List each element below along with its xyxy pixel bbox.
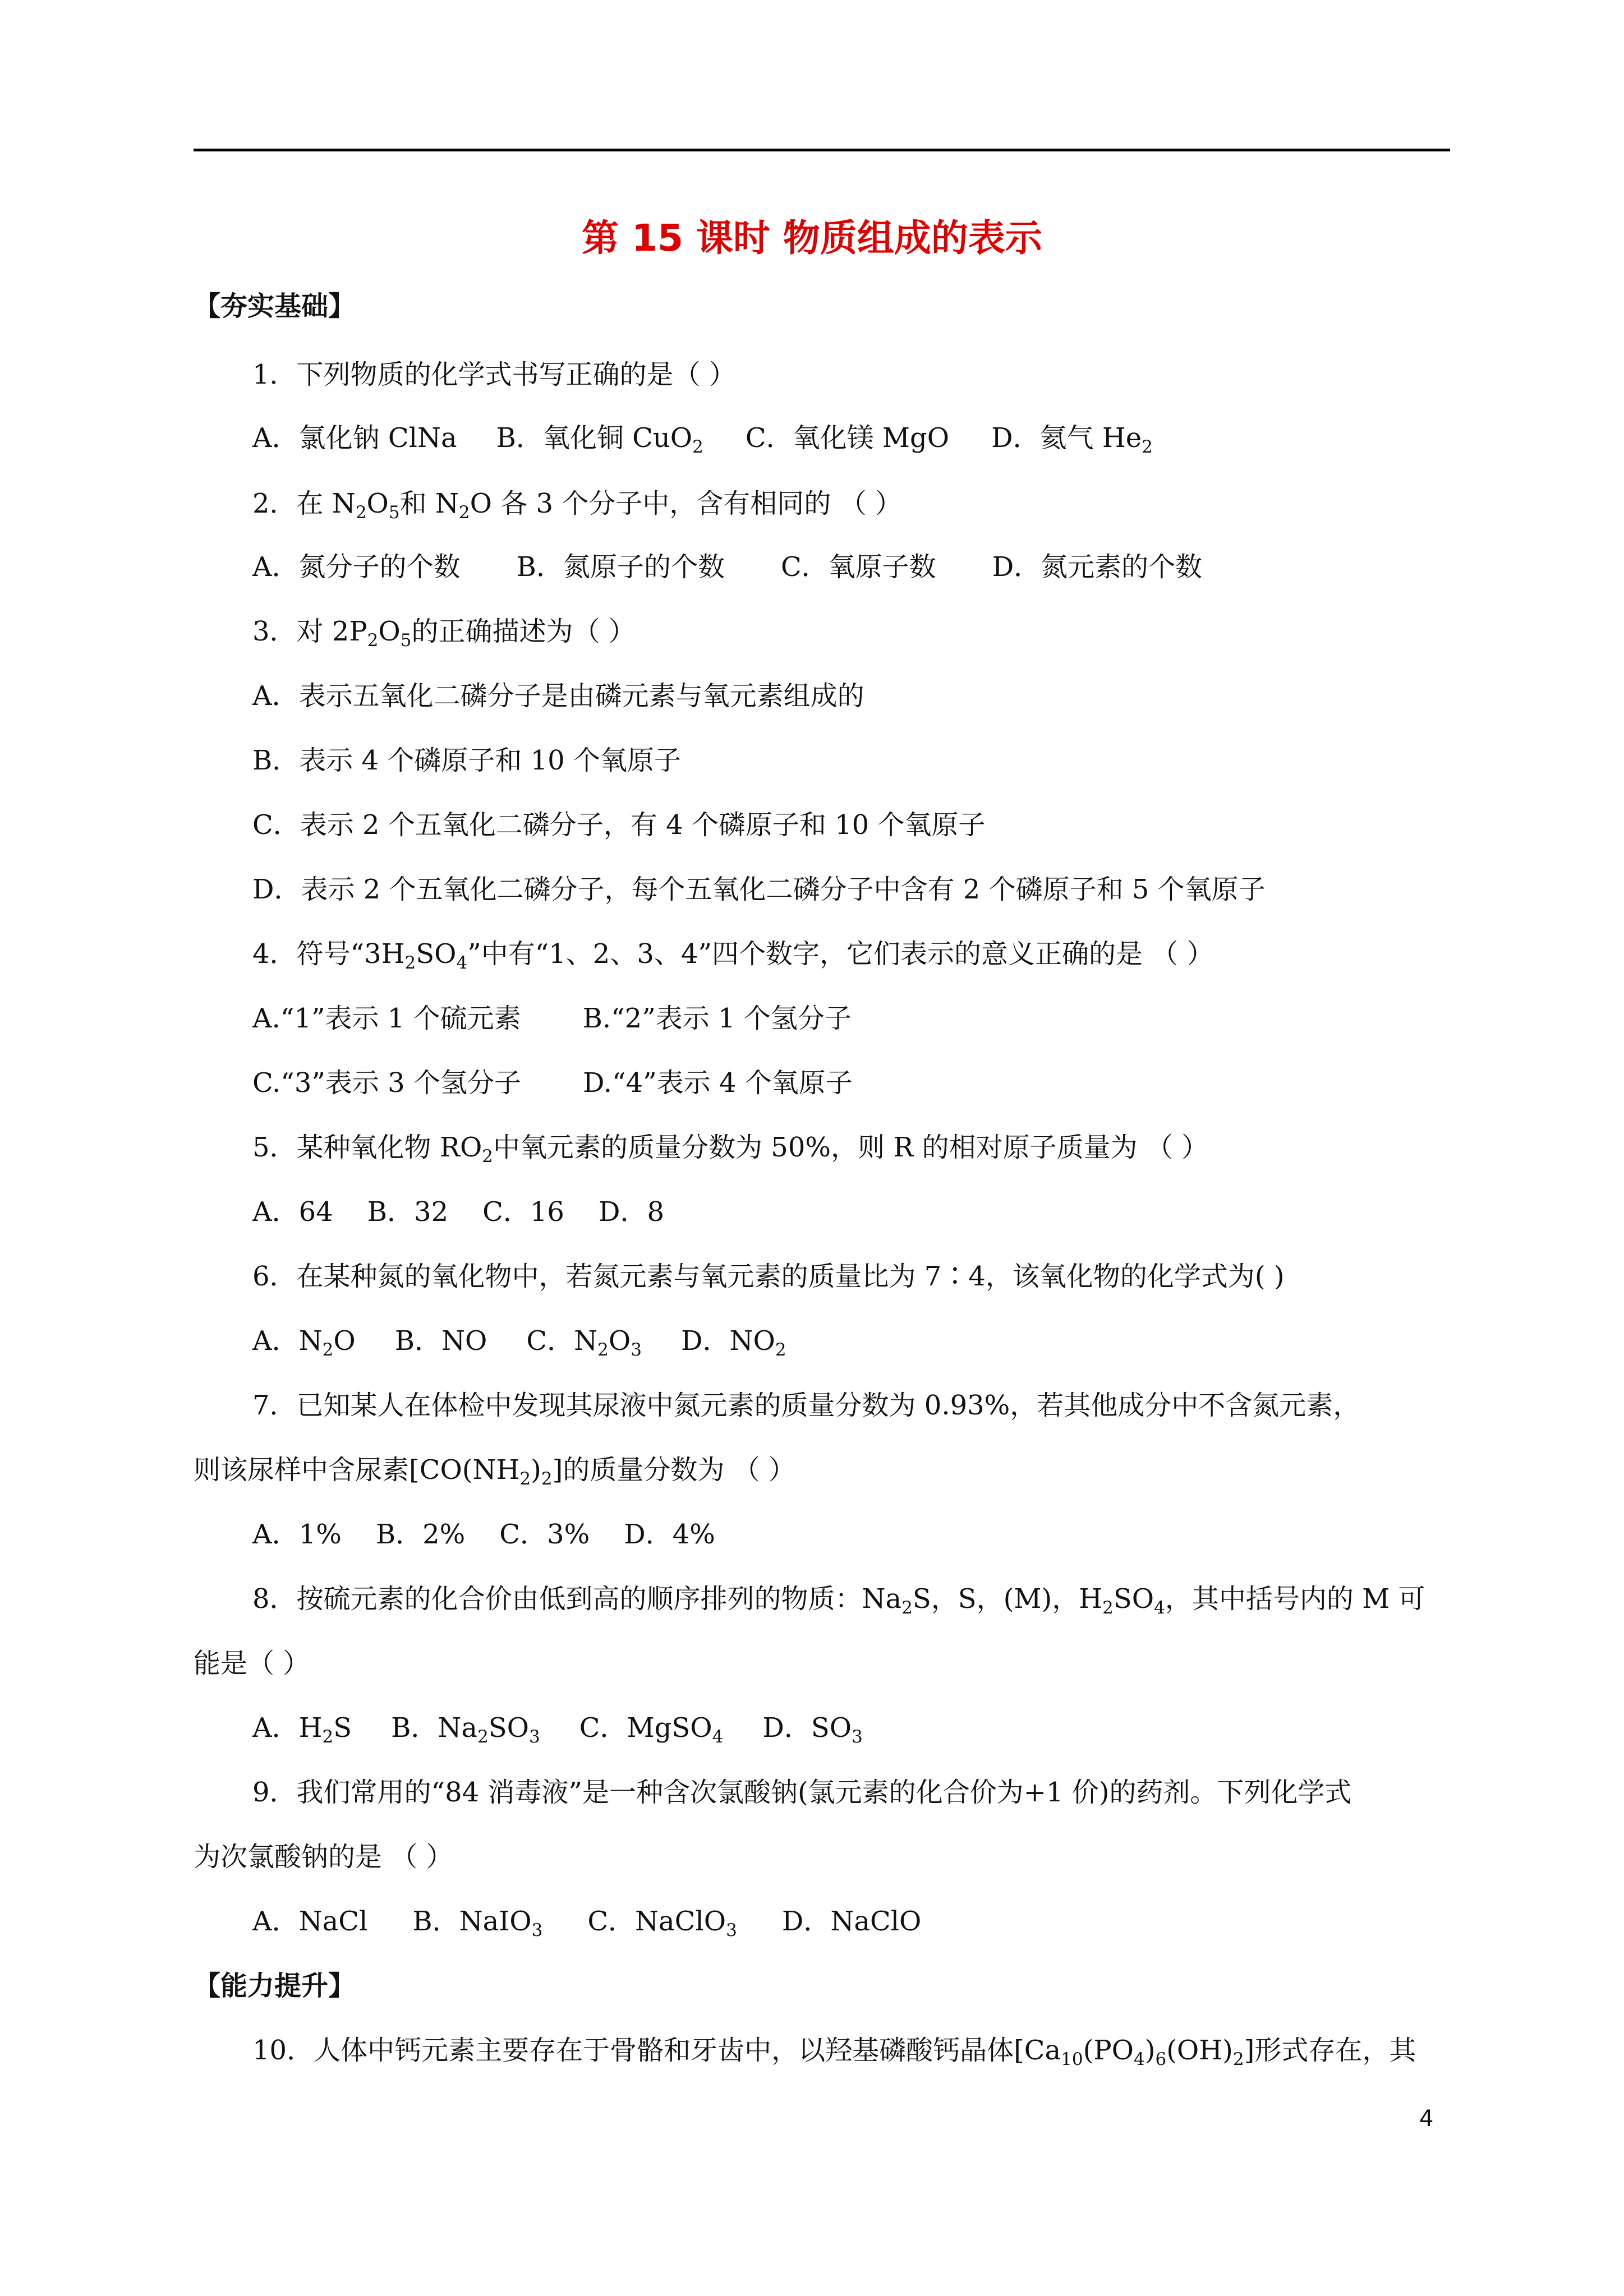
q7-options: A．1% B．2% C．3% D．4%: [252, 1519, 715, 1550]
q9-options: [252, 1901, 921, 1942]
q1-option-a: A．氯化钠 ClNa: [252, 422, 457, 454]
lesson-title: 第 15 课时 物质组成的表示: [582, 216, 1042, 260]
q6-option-c: C．$N_2O_3$: [526, 1325, 642, 1360]
q8-stem-line2: 能是（ ）: [194, 1648, 310, 1679]
q9-option-c: C．NaClO$_3$: [587, 1906, 737, 1940]
q1-options: [252, 418, 1153, 458]
q5-stem: 5．某种氧化物 $RO_2$中氧元素的质量分数为 50%，则 R 的相对原子质量为 （ ）: [252, 1132, 1209, 1167]
q2-stem: 2．在 $N_2O_5$和 $N_2O$ 各 3 个分子中，含有相同的 （ ）: [252, 488, 902, 523]
q8-option-a: A．$H_2S$: [252, 1712, 352, 1747]
q6-option-b: B．NO: [394, 1325, 487, 1357]
section-basic: 【夯实基础】: [194, 291, 356, 322]
q9-option-d: D．NaClO: [781, 1906, 922, 1937]
q9-stem-line2: 为次氯酸钠的是 （ ）: [194, 1841, 453, 1873]
q1-option-c: C．氧化镁 MgO: [745, 422, 950, 454]
q6-option-d: D．$NO_2$: [680, 1325, 786, 1360]
page-number: 4: [1419, 2106, 1434, 2132]
q8-option-c: C．MgSO$_4$: [579, 1712, 724, 1747]
q9-option-b: B．NaIO$_3$: [412, 1906, 543, 1940]
q8-option-b: B．$Na_2SO_3$: [391, 1712, 540, 1747]
q4-options-cd: [252, 1063, 853, 1103]
q5-options: A．64 B．32 C．16 D．8: [252, 1196, 665, 1228]
q2-options: [252, 547, 1202, 587]
q6-options: [252, 1321, 786, 1361]
q4-option-c: C.“3”表示 3 个氢分子: [252, 1067, 521, 1099]
q7-stem-line2: 则该尿样中含尿素$[CO(NH_2)_2]$的质量分数为 （ ）: [194, 1454, 795, 1489]
q4-option-a: A.“1”表示 1 个硫元素: [252, 1003, 521, 1034]
q1-option-b: B．氧化铜 CuO$_2$: [496, 422, 703, 457]
q8-options: [252, 1708, 863, 1748]
q7-stem-line1: 7．已知某人在体检中发现其尿液中氮元素的质量分数为 0.93%，若其他成分中不含氮元素，: [252, 1390, 1360, 1421]
q4-option-b: B.“2”表示 1 个氢分子: [582, 1003, 852, 1034]
q8-option-d: D．$SO_3$: [762, 1712, 863, 1747]
q3-option-d: D．表示 2 个五氧化二磷分子，每个五氧化二磷分子中含有 2 个磷原子和 5 个氧原子: [252, 874, 1266, 905]
q6-option-a: A．$N_2O$: [252, 1325, 356, 1360]
q6-stem: 6．在某种氮的氧化物中，若氮元素与氧元素的质量比为 7∶4，该氧化物的化学式为( ): [252, 1261, 1285, 1292]
header-rule: [194, 149, 1450, 151]
q10-stem: 10．人体中钙元素主要存在于骨骼和牙齿中，以羟基磷酸钙晶体$[Ca_{10}(PO_4)_6(OH)_2]$形式存在，其: [252, 2035, 1416, 2069]
section-advance: 【能力提升】: [194, 1970, 356, 2002]
q2-option-d: D．氮元素的个数: [992, 551, 1203, 583]
q1-option-d: D．氦气 $He_2$: [991, 422, 1153, 457]
q2-option-a: A．氮分子的个数: [252, 551, 461, 583]
q4-options-ab: [252, 998, 852, 1039]
q3-option-a: A．表示五氧化二磷分子是由磷元素与氧元素组成的: [252, 680, 864, 712]
q3-stem: 3．对 $2P_2O_5$的正确描述为（ ）: [252, 616, 636, 651]
q8-stem-line1: 8．按硫元素的化合价由低到高的顺序排列的物质：$Na_2S$，S，(M)，$H_2SO_4$，其中括号内的 M 可: [252, 1583, 1425, 1618]
q9-stem-line1: 9．我们常用的“84 消毒液”是一种含次氯酸钠(氯元素的化合价为+1 价)的药剂。下列化学式: [252, 1777, 1352, 1808]
q3-option-c: C．表示 2 个五氧化二磷分子，有 4 个磷原子和 10 个氧原子: [252, 809, 986, 841]
q3-option-b: B．表示 4 个磷原子和 10 个氧原子: [252, 745, 681, 776]
q1-stem: 1．下列物质的化学式书写正确的是（ ）: [252, 359, 736, 390]
q4-stem: 4．符号“$3H_2SO_4$”中有“1、2、3、4”四个数字，它们表示的意义正确的是 （ ）: [252, 938, 1214, 973]
q4-option-d: D.“4”表示 4 个氧原子: [582, 1067, 853, 1099]
q2-option-c: C．氧原子数: [780, 551, 936, 583]
q2-option-b: B．氮原子的个数: [516, 551, 725, 583]
q9-option-a: A．NaCl: [252, 1906, 368, 1937]
